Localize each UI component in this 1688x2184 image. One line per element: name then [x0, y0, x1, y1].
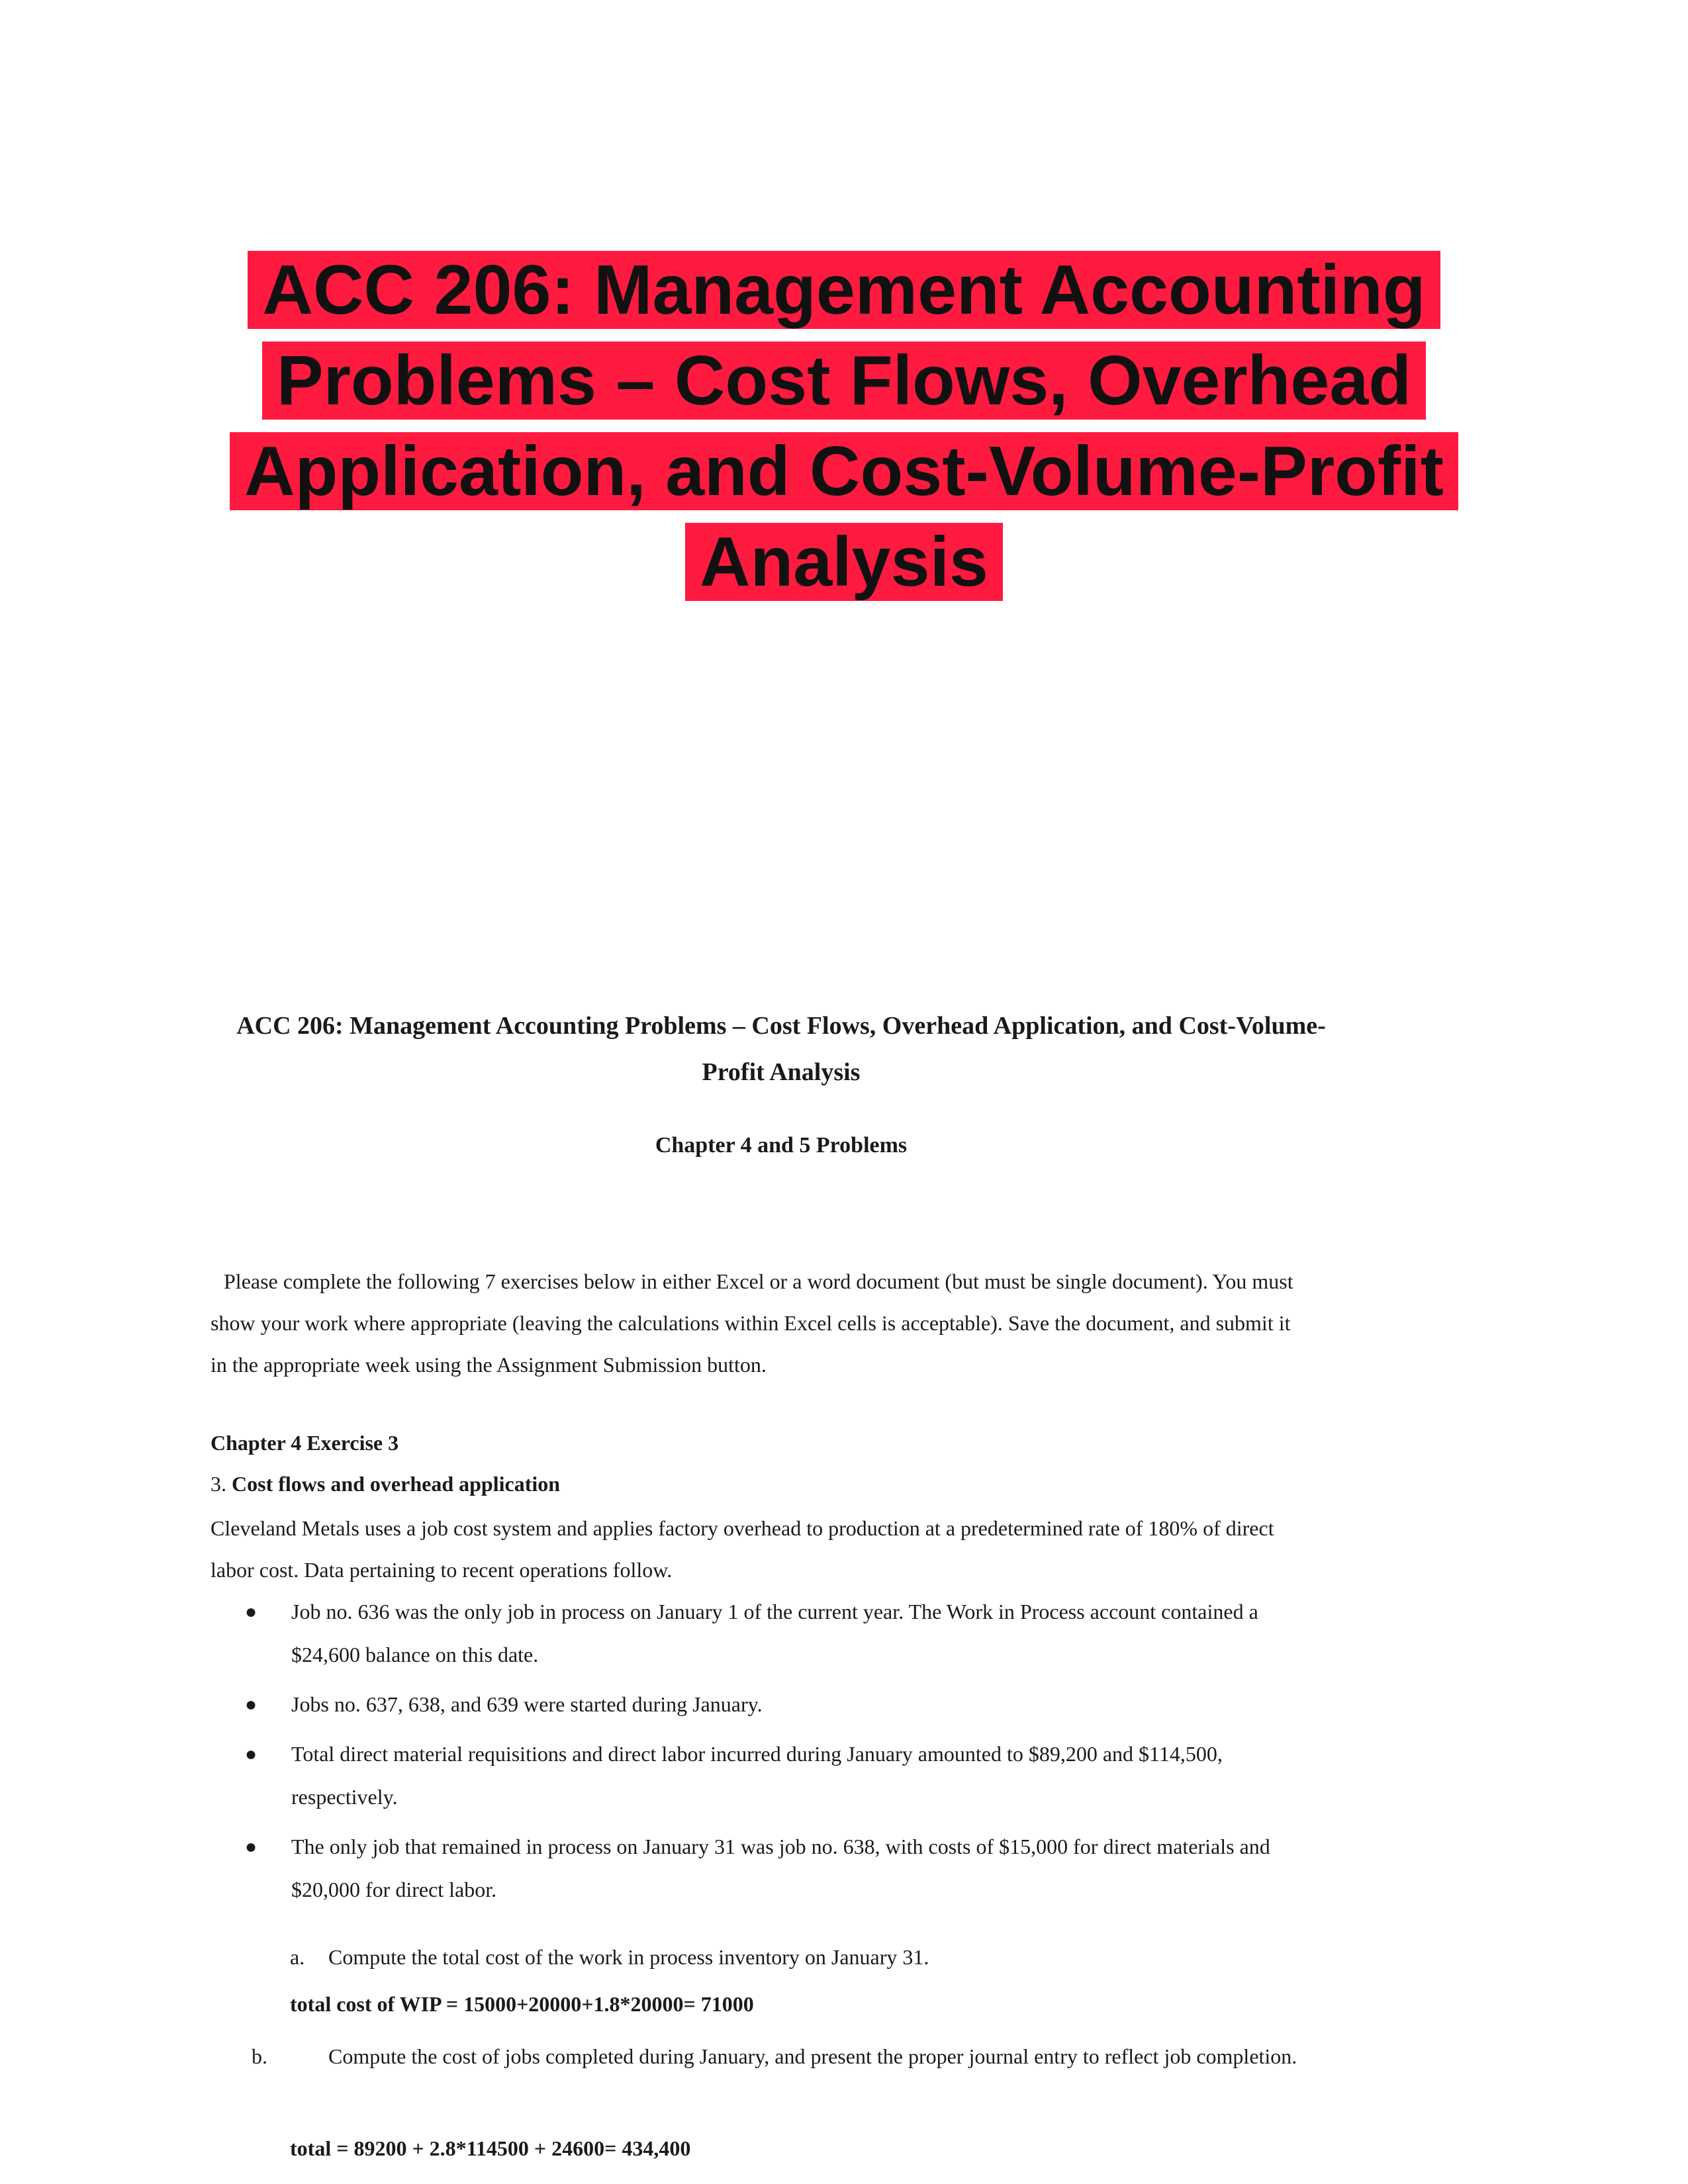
- question-text: Compute the total cost of the work in process inventory on January 31.: [328, 1945, 929, 1969]
- instructions-paragraph: Please complete the following 7 exercises below in either Excel or a word document (but must be single document). You must show your work where appropriate (leaving the calculations within Excel cells is acceptable). Save the document, and submit it in the appropriate week using the Assignment Submission button.: [211, 1269, 1293, 1377]
- question-letter: a.: [290, 1945, 305, 1969]
- question-text: Compute the cost of jobs completed during January, and present the proper journal entry to reflect job completion.: [328, 2044, 1297, 2068]
- problem-title: [211, 1472, 560, 1496]
- document-subtitle: Chapter 4 and 5 Problems: [655, 1133, 908, 1158]
- list-item: [238, 1683, 1297, 1726]
- list-item-text: Total direct material requisitions and direct labor incurred during January amounted to $89,200 and $114,500, respectively.: [291, 1742, 1223, 1809]
- list-item: [238, 1825, 1297, 1911]
- bullet-icon: ●: [245, 1743, 258, 1765]
- question-letter: b.: [252, 2044, 267, 2068]
- question-b: [252, 2036, 1323, 2077]
- list-item: [238, 1590, 1297, 1676]
- exercise-heading: Chapter 4 Exercise 3: [211, 1431, 399, 1455]
- list-item-text: The only job that remained in process on January 31 was job no. 638, with costs of $15,000 for direct materials and $20,000 for direct labor.: [291, 1835, 1270, 1901]
- problem-title-text: Cost flows and overhead application: [232, 1472, 561, 1496]
- bullet-icon: ●: [245, 1601, 258, 1623]
- problem-description: Cleveland Metals uses a job cost system and applies factory overhead to production at a predetermined rate of 180% of direct labor cost. Data pertaining to recent operations follow.: [211, 1516, 1274, 1582]
- list-item-text: Job no. 636 was the only job in process on January 1 of the current year. The Work in Process account contained a $24,600 balance on this date.: [291, 1600, 1258, 1666]
- bullet-icon: ●: [245, 1694, 258, 1715]
- question-a: [290, 1936, 1323, 1978]
- problem-number: 3.: [211, 1472, 226, 1496]
- document-title: ACC 206: Management Accounting Problems – Cost Flows, Overhead Application, and Cost-Volume-Profit Analysis: [236, 1012, 1326, 1086]
- list-item: [238, 1733, 1297, 1819]
- answer-a: total cost of WIP = 15000+20000+1.8*20000= 71000: [290, 1992, 754, 2016]
- answer-b: total = 89200 + 2.8*114500 + 24600= 434,400: [290, 2136, 691, 2160]
- bullet-icon: ●: [245, 1836, 258, 1858]
- banner-title-text: ACC 206: Management Accounting Problems – Cost Flows, Overhead Application, and Cost-Volume-Profit Analysis: [230, 251, 1458, 601]
- facts-list: [238, 1590, 1297, 1918]
- list-item-text: Jobs no. 637, 638, and 639 were started during January.: [291, 1692, 763, 1716]
